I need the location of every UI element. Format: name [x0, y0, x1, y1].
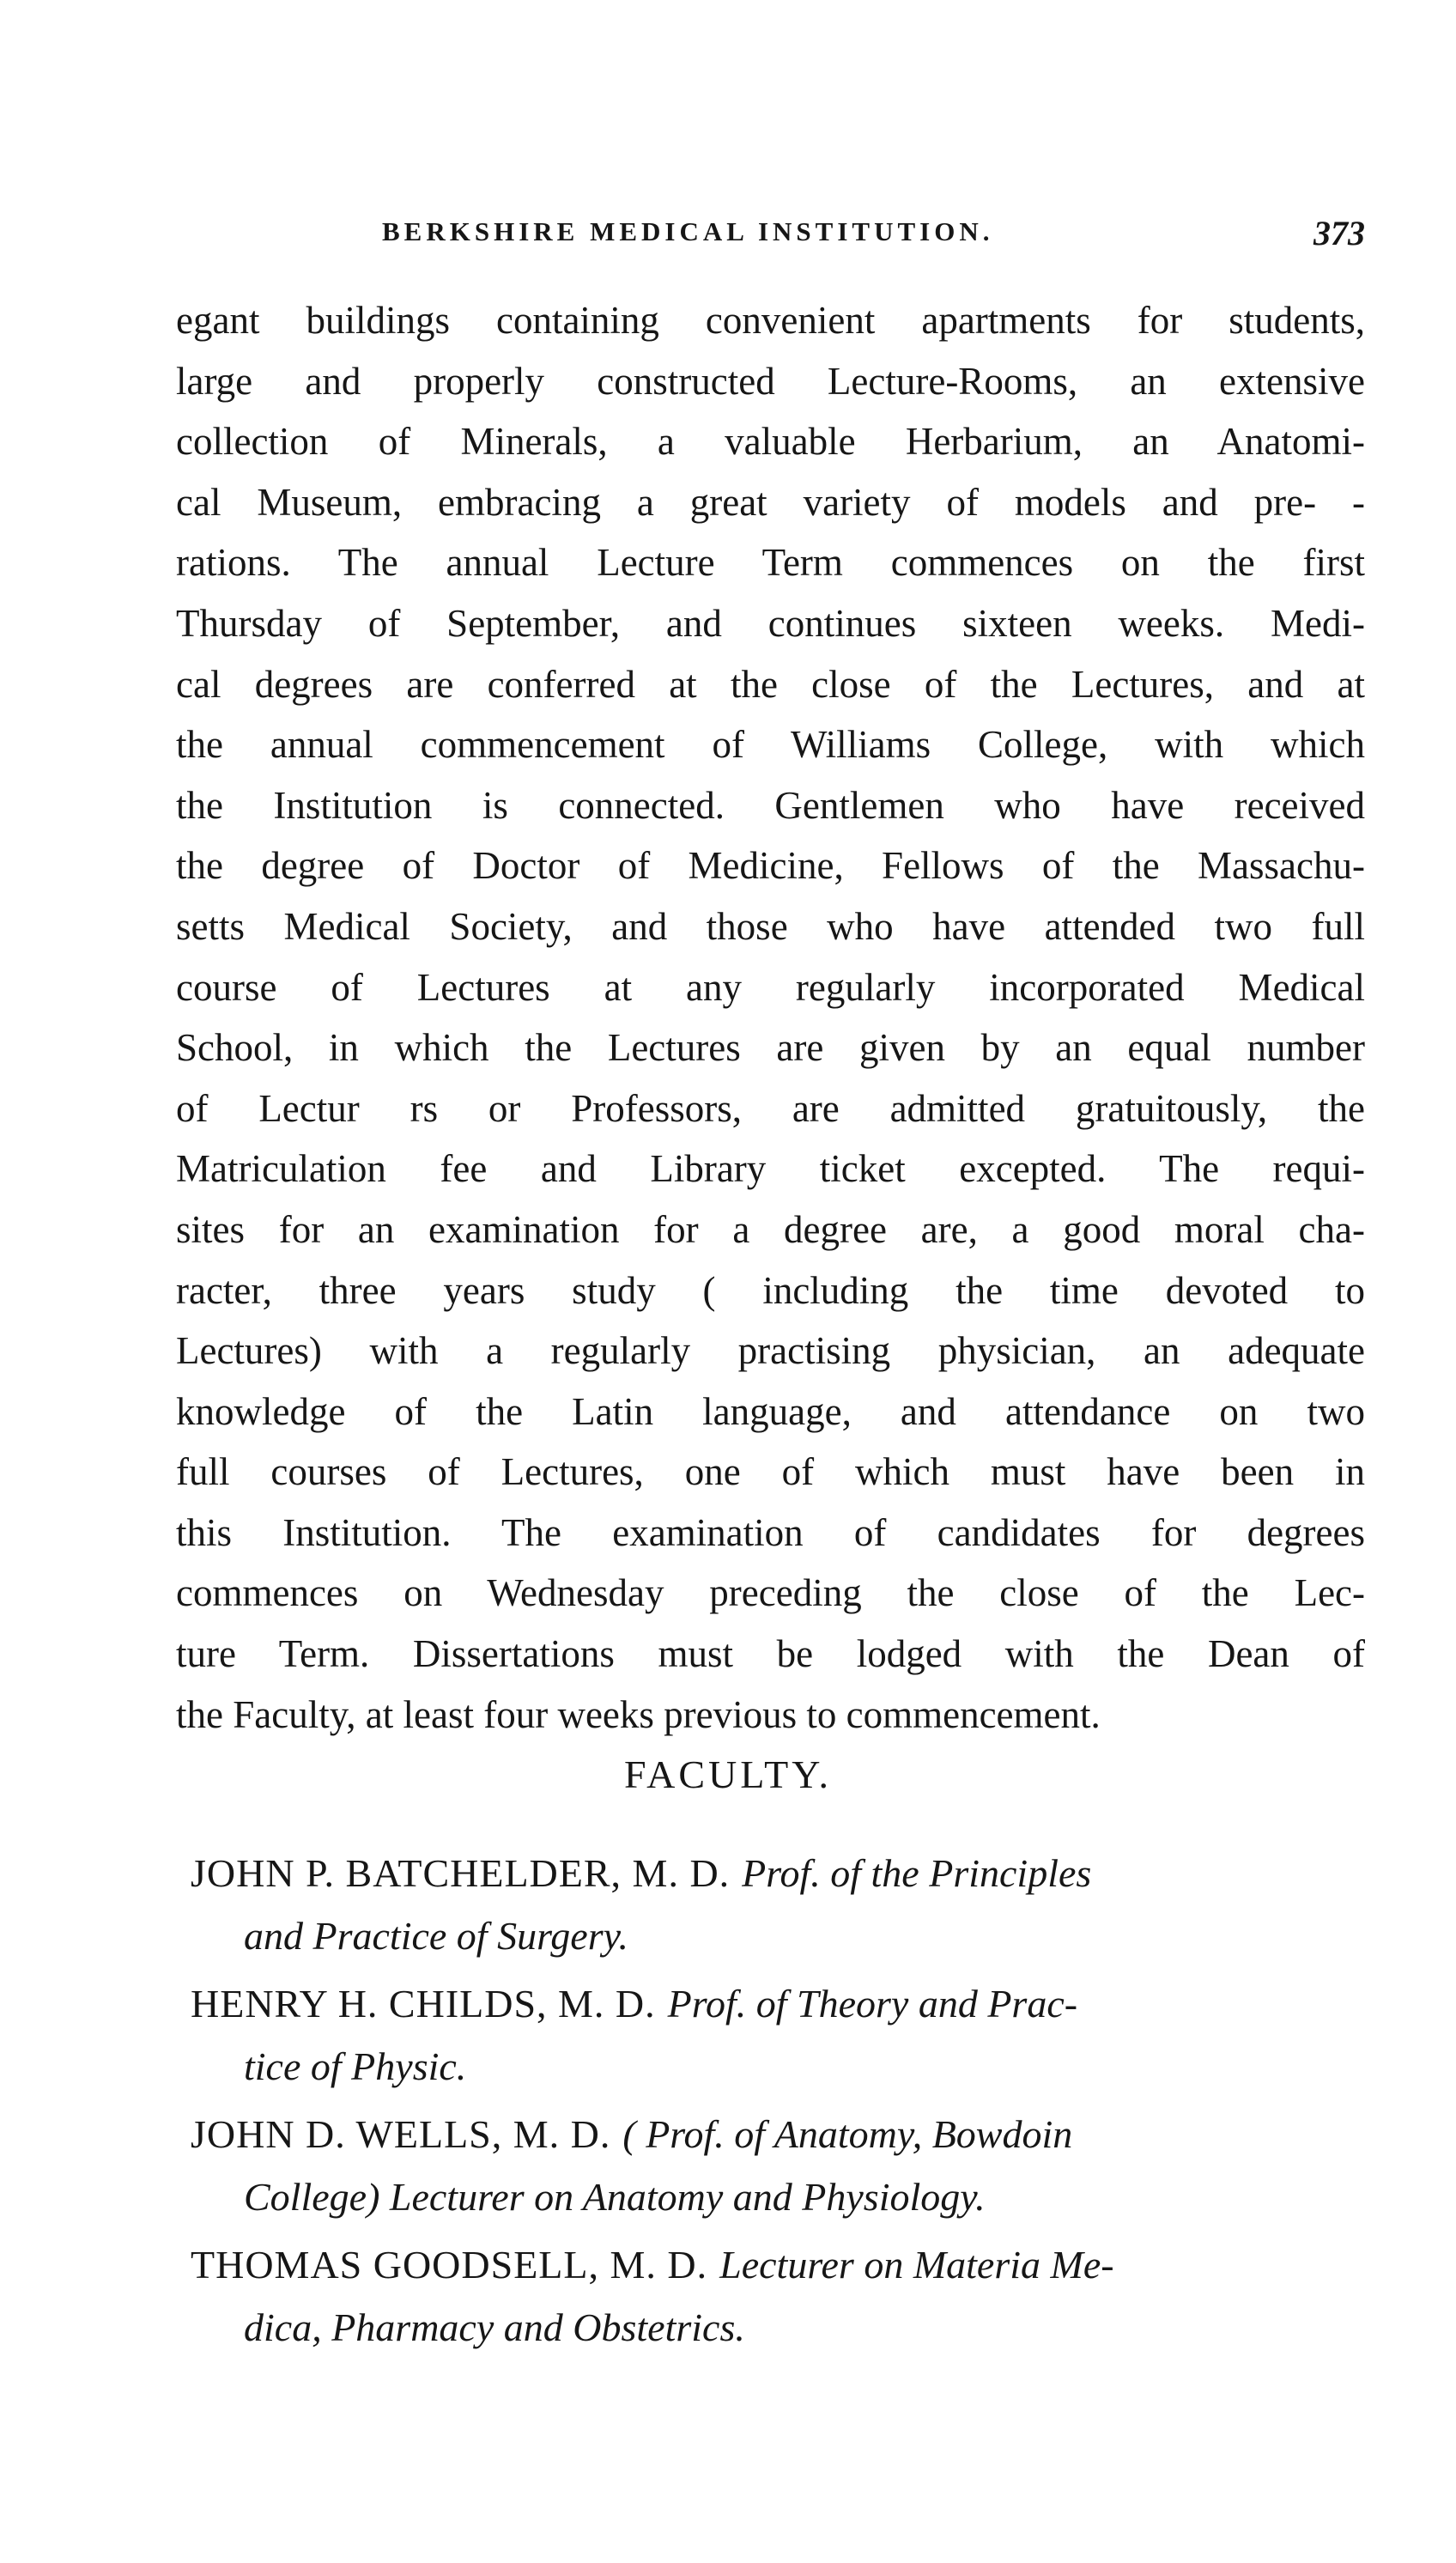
faculty-name: JOHN D. WELLS, M. D. [191, 2112, 611, 2156]
faculty-title: Prof. of Theory and Prac- [667, 1982, 1078, 2025]
text-line: Lectures) with a regularly practising physician, an adequate [176, 1329, 1365, 1373]
text-line: collection of Minerals, a valuable Herbarium, an Anatomi- [176, 420, 1365, 464]
text-line: cal Museum, embracing a great variety of models and pre- - [176, 480, 1365, 524]
text-line: cal degrees are conferred at the close of the Lectures, and at [176, 662, 1365, 706]
faculty-name: HENRY H. CHILDS, M. D. [191, 1982, 656, 2025]
faculty-entry-first-line [191, 2103, 1367, 2165]
faculty-entry-first-line [191, 1842, 1367, 1904]
page-number: 373 [1313, 214, 1365, 252]
faculty-entry [191, 2233, 1367, 2359]
faculty-title-continuation: tice of Physic. [244, 2044, 467, 2088]
faculty-list [191, 1842, 1367, 2364]
text-line: full courses of Lectures, one of which must have been in [176, 1450, 1365, 1494]
faculty-entry [191, 1842, 1367, 1967]
text-line: this Institution. The examination of candidates for degrees [176, 1510, 1365, 1554]
running-head [176, 216, 1365, 261]
faculty-entry [191, 2103, 1367, 2228]
body-paragraph [176, 290, 1365, 1745]
text-line: the annual commencement of Williams College, with which [176, 723, 1365, 767]
text-line: commences on Wednesday preceding the close of the Lec- [176, 1571, 1365, 1615]
text-line: Matriculation fee and Library ticket excepted. The requi- [176, 1147, 1365, 1191]
text-line: racter, three years study ( including the time devoted to [176, 1268, 1365, 1312]
text-line: setts Medical Society, and those who have attended two full [176, 904, 1365, 948]
text-line: course of Lectures at any regularly incorporated Medical [176, 965, 1365, 1009]
text-line: of Lectur rs or Professors, are admitted gratuitously, the [176, 1086, 1365, 1130]
faculty-entry-first-line [191, 1972, 1367, 2035]
text-line: sites for an examination for a degree are, a good moral cha- [176, 1207, 1365, 1251]
text-line: ture Term. Dissertations must be lodged with the Dean of [176, 1632, 1365, 1676]
text-line: the degree of Doctor of Medicine, Fellows of the Massachu- [176, 844, 1365, 888]
faculty-entry [191, 1972, 1367, 2098]
text-line: egant buildings containing convenient apartments for students, [176, 299, 1365, 342]
text-line: School, in which the Lectures are given by an equal number [176, 1026, 1365, 1070]
running-title: BERKSHIRE MEDICAL INSTITUTION. [382, 216, 994, 246]
text-line: the Faculty, at least four weeks previous to commencement. [176, 1692, 1101, 1736]
text-line: rations. The annual Lecture Term commences on the first [176, 541, 1365, 585]
faculty-title: Prof. of the Principles [742, 1851, 1092, 1895]
faculty-title: Lecturer on Materia Me- [719, 2243, 1114, 2287]
text-line: large and properly constructed Lecture-Rooms, an extensive [176, 359, 1365, 403]
text-line: Thursday of September, and continues sixteen weeks. Medi- [176, 601, 1365, 645]
faculty-title: ( Prof. of Anatomy, Bowdoin [622, 2112, 1073, 2156]
faculty-title-continuation: dica, Pharmacy and Obstetrics. [244, 2305, 745, 2349]
faculty-name: THOMAS GOODSELL, M. D. [191, 2243, 708, 2287]
faculty-title-continuation: College) Lecturer on Anatomy and Physiology. [244, 2175, 986, 2219]
text-line: the Institution is connected. Gentlemen who have received [176, 783, 1365, 827]
faculty-title-continuation: and Practice of Surgery. [244, 1914, 628, 1958]
faculty-name: JOHN P. BATCHELDER, M. D. [191, 1851, 731, 1895]
text-line: knowledge of the Latin language, and attendance on two [176, 1389, 1365, 1433]
faculty-entry-first-line [191, 2233, 1367, 2296]
faculty-heading: FACULTY. [623, 1752, 833, 1796]
